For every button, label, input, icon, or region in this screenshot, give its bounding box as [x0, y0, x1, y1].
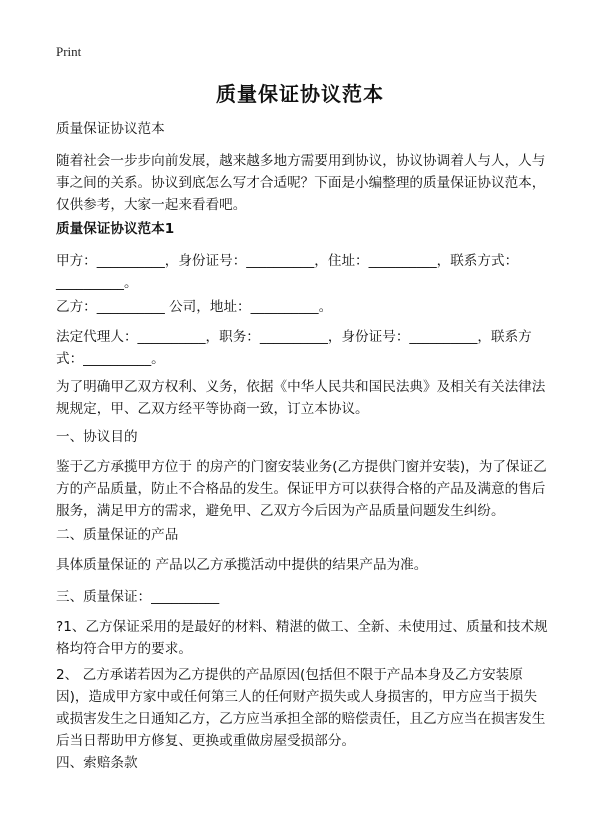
- clause-1-body: 鉴于乙方承揽甲方位于 的房产的门窗安装业务(乙方提供门窗并安装)，为了保证乙方的产品质量，防止不合格品的发生。保证甲方可以获得合格的产品及满意的售后服务，满足甲方的需求，避免甲、乙双方今后因为产品质量问题发生纠纷。: [56, 459, 547, 519]
- legal-representative-line: 法定代理人：__________，职务：__________，身份证号：__________，联系方式：__________。: [56, 329, 532, 367]
- clause-heading-1: 一、协议目的: [56, 429, 138, 445]
- preamble-paragraph: 为了明确甲乙双方权利、义务，依据《中华人民共和国民法典》及相关有关法律法规规定，甲、乙双方经平等协商一致，订立本协议。: [56, 379, 546, 417]
- clause-heading-4: 四、索赔条款: [56, 755, 138, 771]
- party-b-line: 乙方：__________ 公司，地址：__________。: [56, 299, 333, 315]
- doc-subtitle: 质量保证协议范本: [56, 121, 165, 137]
- clause-heading-3: 三、质量保证：__________: [56, 589, 220, 605]
- clause-3-item-1: ?1、乙方保证采用的是最好的材料、精湛的做工、全新、未使用过、质量和技术规格均符合甲方的要求。: [56, 619, 548, 657]
- document-title: 质量保证协议范本: [216, 82, 384, 106]
- intro-paragraph: 随着社会一步步向前发展，越来越多地方需要用到协议，协议协调着人与人，人与事之间的关系。协议到底怎么写才合适呢？下面是小编整理的质量保证协议范本，仅供参考，大家一起来看看吧。: [56, 153, 546, 213]
- clause-heading-2: 二、质量保证的产品: [56, 527, 179, 543]
- section-heading: 质量保证协议范本1: [56, 221, 175, 237]
- print-link[interactable]: Print: [56, 44, 82, 59]
- clause-2-body: 具体质量保证的 产品以乙方承揽活动中提供的结果产品为准。: [56, 557, 428, 573]
- clause-3-item-2: 2、 乙方承诺若因为乙方提供的产品原因(包括但不限于产品本身及乙方安装原因)，造成甲方家中或任何第三人的任何财产损失或人身损害的，甲方应当于损失或损害发生之日通知乙方，乙方应当承担全部的赔偿责任，且乙方应当在损害发生后当日帮助甲方修复、更换或重做房屋受损部分。: [56, 667, 546, 749]
- party-a-line: 甲方：__________，身份证号：__________，住址：__________，联系方式：__________。: [56, 253, 519, 291]
